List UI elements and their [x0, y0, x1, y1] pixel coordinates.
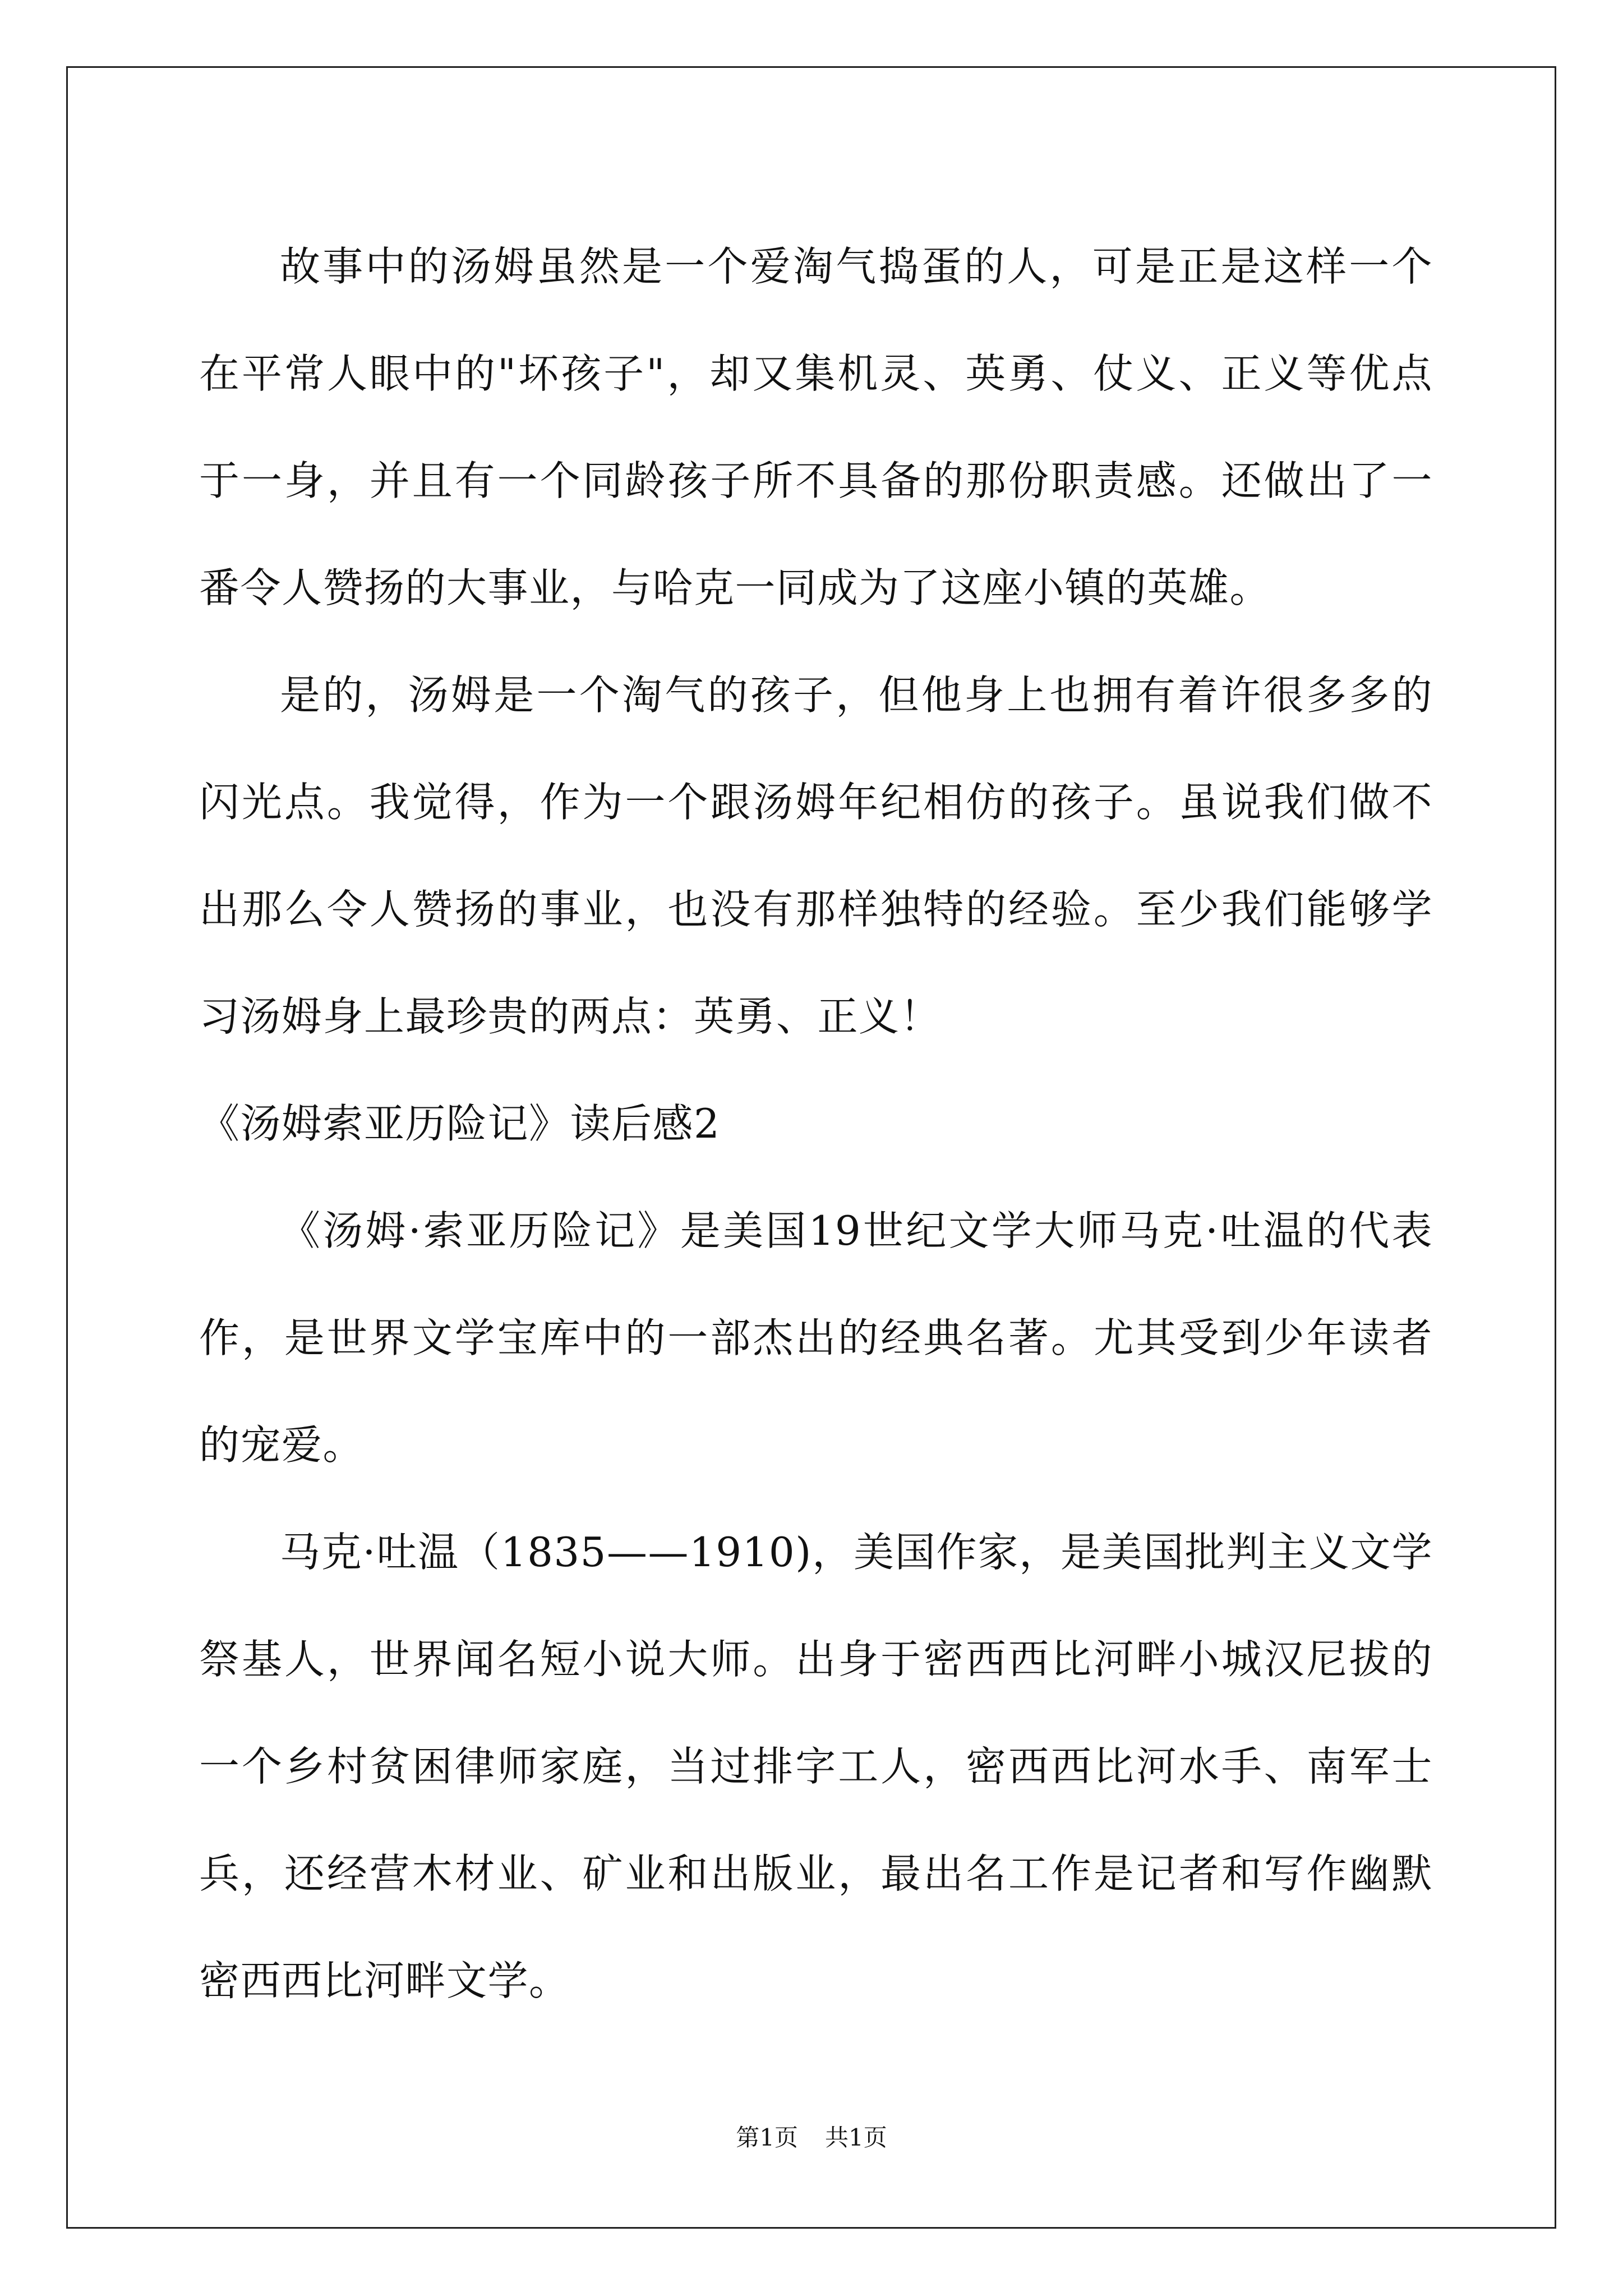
paragraph-2: 是的，汤姆是一个淘气的孩子，但他身上也拥有着许很多多的闪光点。我觉得，作为一个跟汤姆年纪相仿的孩子。虽说我们做不出那么令人赞扬的事业，也没有那样独特的经验。至少我们能够学习汤姆身上最珍贵的两点：英勇、正义！: [199, 671, 1433, 1040]
page-total: 共1页: [825, 2124, 887, 2151]
paragraph-1: 故事中的汤姆虽然是一个爱淘气捣蛋的人，可是正是这样一个在平常人眼中的"坏孩子"，却又集机灵、英勇、仗义、正义等优点于一身，并且有一个同龄孩子所不具备的那份职责感。还做出了一番令人赞扬的大事业，与哈克一同成为了这座小镇的英雄。: [199, 243, 1433, 611]
page-footer: [0, 2119, 1623, 2153]
page-number: 第1页: [736, 2124, 798, 2151]
paragraph-4: 马克·吐温（1835——1910)，美国作家，是美国批判主义文学祭基人，世界闻名短小说大师。出身于密西西比河畔小城汉尼拔的一个乡村贫困律师家庭，当过排字工人，密西西比河水手、南军士兵，还经营木材业、矿业和出版业，最出名工作是记者和写作幽默密西西比河畔文学。: [199, 1529, 1433, 2004]
document-body: [199, 213, 1433, 2035]
section-heading: 《汤姆索亚历险记》读后感2: [199, 1100, 721, 1147]
paragraph-3: 《汤姆·索亚历险记》是美国19世纪文学大师马克·吐温的代表作，是世界文学宝库中的一部杰出的经典名著。尤其受到少年读者的宠爱。: [199, 1207, 1433, 1469]
